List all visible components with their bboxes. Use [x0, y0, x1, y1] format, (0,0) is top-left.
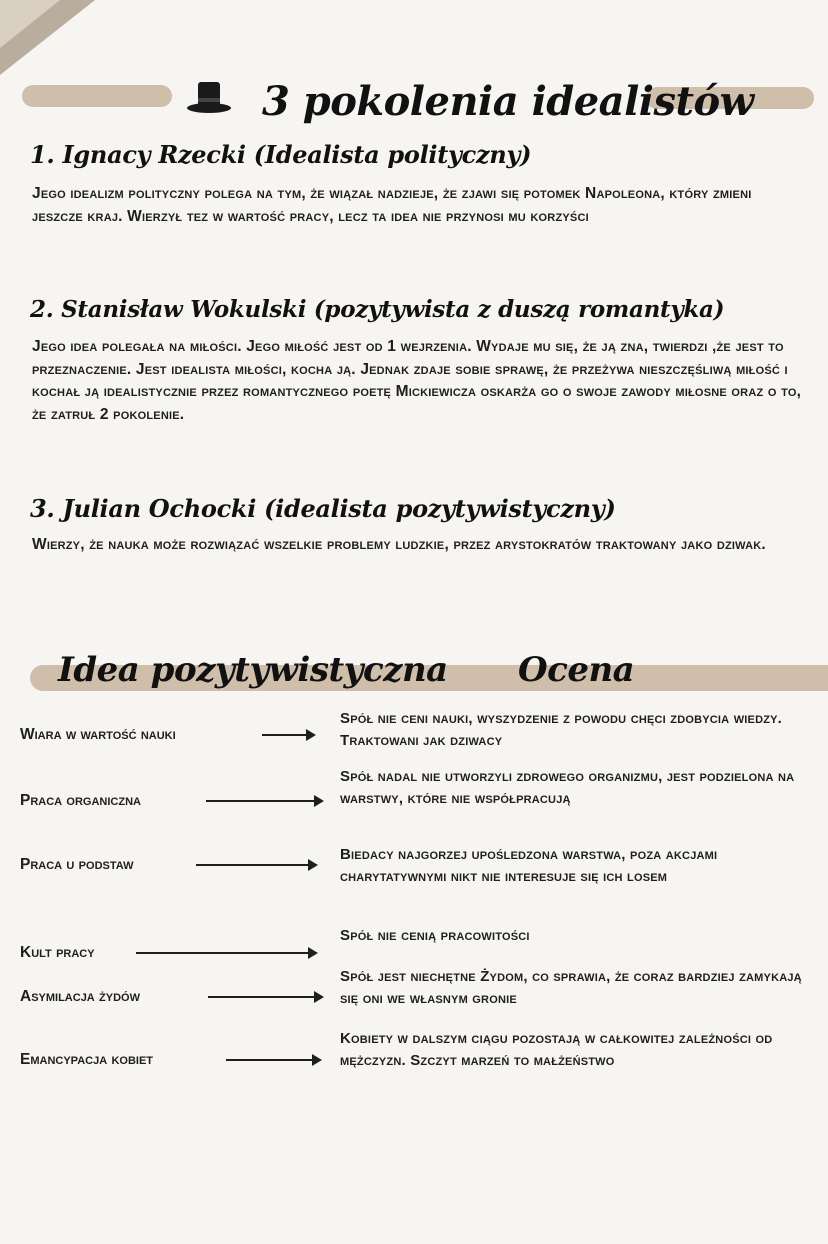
section-heading-wokulski: 2. Stanisław Wokulski (pozytywista z duszą romantyka)	[30, 296, 725, 323]
title-highlight-left	[22, 85, 172, 107]
section-text-ochocki: Wierzy, że nauka może rozwiązać wszelkie problemy ludzkie, przez arystokratów traktowany jako dziwak.	[32, 536, 766, 553]
idea-label: Praca organiczna	[20, 792, 141, 809]
arrow-icon	[136, 947, 318, 959]
eval-column-heading: Ocena	[518, 650, 635, 690]
top-hat-icon	[184, 78, 234, 118]
arrow-icon	[196, 859, 318, 871]
eval-text: Spół nie ceni nauki, wyszydzenie z powodu chęci zdobycia wiedzy. Traktowani jak dziwacy	[340, 710, 783, 749]
eval-text: Spół nie cenią pracowitości	[340, 927, 530, 944]
arrow-icon	[208, 991, 324, 1003]
arrow-icon	[226, 1054, 322, 1066]
idea-label: Wiara w wartość nauki	[20, 726, 176, 743]
page-title: 3 pokolenia idealistów	[262, 78, 754, 125]
eval-text: Kobiety w dalszym ciągu pozostają w całkowitej zależności od mężczyzn. Szczyt marzeń to małżeństwo	[340, 1030, 773, 1069]
section-text-rzecki: Jego idealizm polityczny polega na tym, że wiązał nadzieje, że zjawi się potomek Napoleona, który zmieni jeszcze kraj. Wierzył tez w wartość pracy, lecz ta idea nie przynosi mu korzyści	[32, 185, 752, 225]
section-text-wokulski: Jego idea polegała na miłości. Jego miłość jest od 1 wejrzenia. Wydaje mu się, że ją zna, twierdzi ,że jest to przeznaczenie. Jest idealista miłości, kocha ją. Jednak zdaje sobie sprawę, że przeżywa nieszczęśliwą miłość i kochał ją idealistycznie przez romantycznego poetę Mickiewicza oskarża go o swoje zawody miłosne oraz o to, że zatruł 2 pokolenie.	[32, 338, 802, 423]
idea-label: Emancypacja kobiet	[20, 1051, 154, 1068]
idea-column-heading: Idea pozytywistyczna	[58, 650, 448, 690]
paper-corner-fold	[0, 0, 95, 75]
idea-label: Asymilacja żydów	[20, 988, 140, 1005]
eval-text: Biedacy najgorzej upośledzona warstwa, poza akcjami charytatywnymi nikt nie interesuje się ich losem	[340, 846, 718, 885]
arrow-icon	[206, 795, 324, 807]
eval-text: Spół jest niechętne Żydom, co sprawia, że coraz bardziej zamykają się oni we własnym gronie	[340, 968, 802, 1007]
eval-text: Spół nadal nie utworzyli zdrowego organizmu, jest podzielona na warstwy, które nie współpracują	[340, 768, 795, 807]
section-heading-ochocki: 3. Julian Ochocki (idealista pozytywistyczny)	[30, 494, 616, 523]
arrow-icon	[262, 729, 316, 741]
section-heading-rzecki: 1. Ignacy Rzecki (Idealista polityczny)	[30, 140, 532, 169]
idea-label: Praca u podstaw	[20, 856, 134, 873]
idea-label: Kult pracy	[20, 944, 95, 961]
